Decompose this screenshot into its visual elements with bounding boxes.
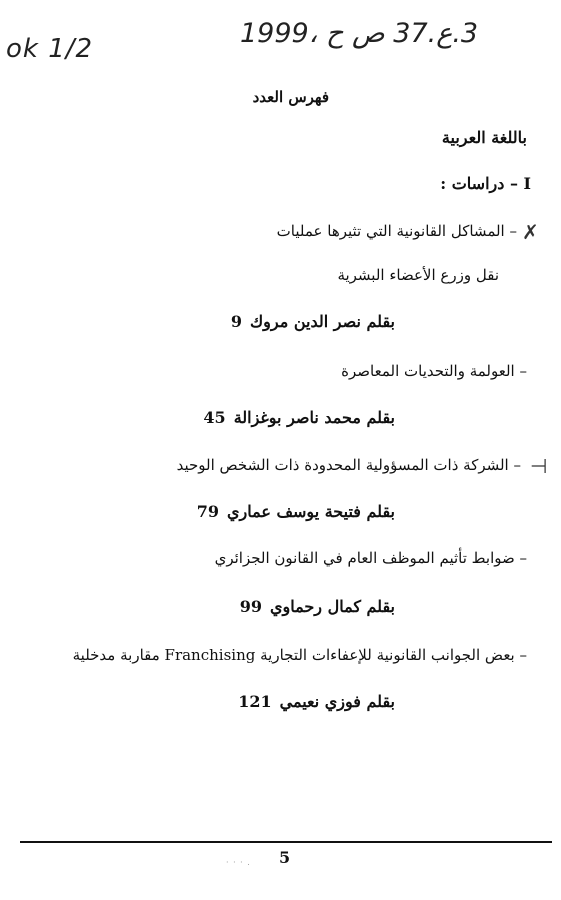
entry-title-line: – الشركة ذات المسؤولية المحدودة ذات الشخص الوحيد — [176, 456, 521, 474]
entry-author — [197, 502, 395, 521]
handwritten-note-left: ok 1/2 — [6, 34, 94, 64]
entry-title-line: نقل وزرع الأعضاء البشرية — [337, 266, 499, 284]
entry-author — [203, 408, 395, 427]
page-reference: 99 — [239, 597, 262, 616]
scan-speck: · · · . — [226, 858, 251, 867]
entry-author — [238, 692, 395, 711]
author-name: بقلم كمال رحماوي — [270, 597, 395, 616]
author-name: بقلم فوزي نعيمي — [279, 692, 395, 711]
section-heading: I – دراسات : — [440, 174, 531, 193]
entry-title-line: – ضوابط تأثيم الموظف العام في القانون الجزائري — [214, 549, 527, 567]
entry-title-line: – بعض الجوانب القانونية للإعفاءات التجارية Franchising مقاربة مدخلية — [72, 646, 527, 664]
page-reference: 79 — [196, 502, 219, 521]
page-title: فهرس العدد — [252, 88, 329, 106]
handwritten-tick-mark: ⊣ — [530, 454, 548, 478]
entry-title-line: – المشاكل القانونية التي تثيرها عمليات — [276, 222, 517, 240]
entry-author — [231, 312, 395, 331]
author-name: بقلم فتيحة يوسف عماري — [226, 502, 395, 521]
page-reference: 9 — [230, 312, 242, 331]
footer-rule — [20, 841, 552, 843]
language-heading: باللغة العربية — [441, 128, 527, 147]
author-name: بقلم محمد ناصر بوغزالة — [233, 408, 395, 427]
handwritten-note-right: 3.ع.37 ص ح ،1999 — [240, 18, 479, 49]
page-reference: 121 — [238, 692, 272, 711]
entry-author — [240, 597, 395, 616]
page-reference: 45 — [203, 408, 226, 427]
handwritten-check-mark: ✗ — [522, 220, 539, 244]
page-number: 5 — [279, 848, 291, 867]
author-name: بقلم نصر الدين مروك — [249, 312, 395, 331]
entry-title-line: – العولمة والتحديات المعاصرة — [341, 362, 527, 380]
